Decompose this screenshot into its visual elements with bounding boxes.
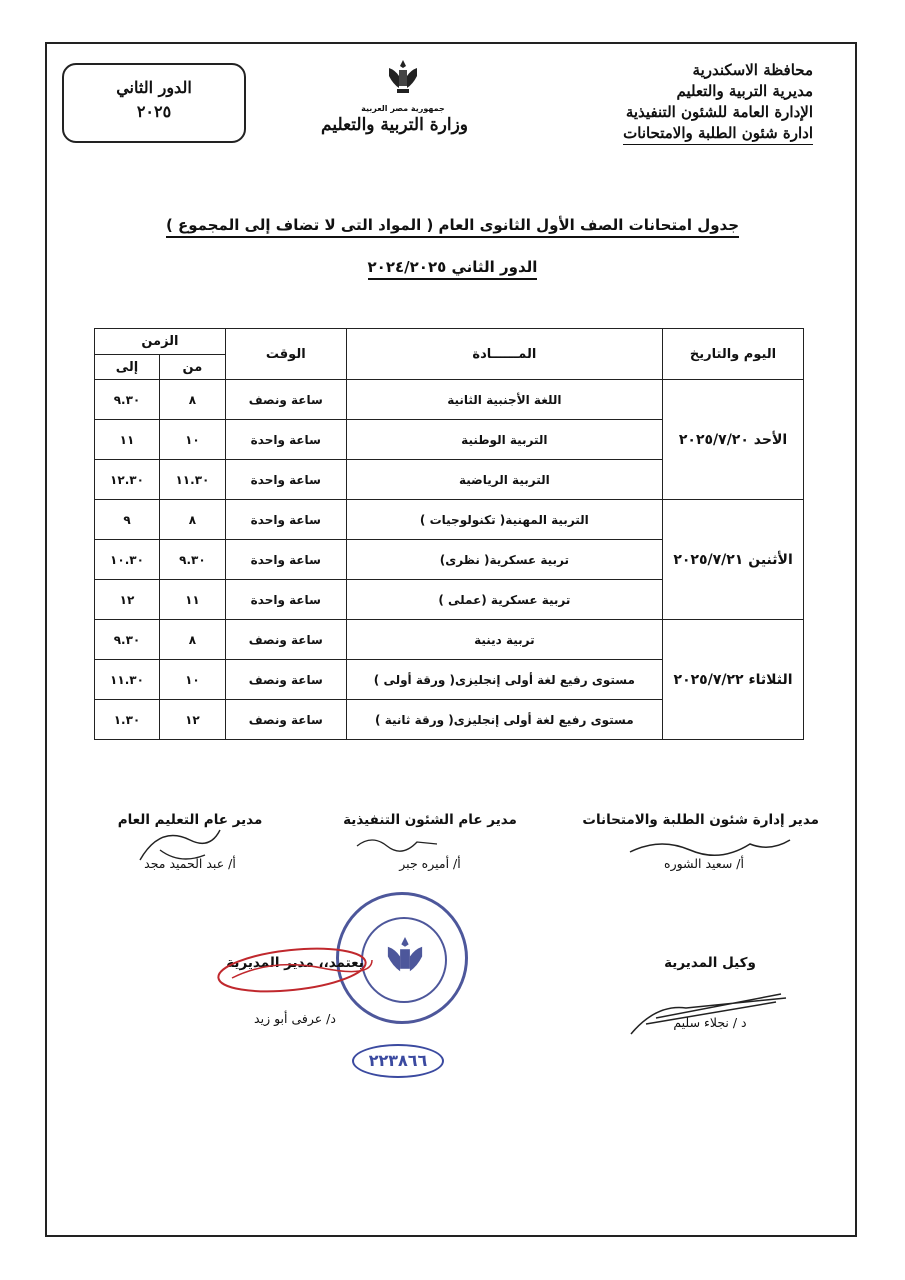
to-cell: ١.٣٠ [95, 700, 160, 740]
signature-scribble [120, 820, 230, 870]
from-cell: ٩.٣٠ [159, 540, 225, 580]
subject-cell: تربية عسكرية (عملى ) [346, 580, 662, 620]
signature-scribble [626, 984, 796, 1040]
time-cell: ساعة ونصف [225, 660, 346, 700]
to-cell: ٩.٣٠ [95, 620, 160, 660]
serial-stamp: ٢٢٣٨٦٦ [352, 1044, 444, 1078]
republic-label: جمهورية مصر العربية [361, 104, 445, 113]
subject-cell: تربية عسكرية( نظرى) [346, 540, 662, 580]
department-line: ادارة شئون الطلبة والامتحانات [623, 123, 813, 145]
from-cell: ١١.٣٠ [159, 460, 225, 500]
from-cell: ٨ [159, 620, 225, 660]
from-cell: ١٠ [159, 420, 225, 460]
header-from: من [159, 355, 225, 380]
subject-cell: مستوى رفيع لغة أولى إنجليزى( ورقة ثانية ) [346, 700, 662, 740]
signature-scribble [620, 832, 800, 868]
signatory-title: مدير عام التعليم العام [117, 812, 263, 828]
header-subject: المــــــادة [346, 329, 662, 380]
signatory-name: أ/ سعيد الشوره [664, 856, 744, 871]
from-cell: ١١ [159, 580, 225, 620]
governorate-line: محافظة الاسكندرية [692, 61, 813, 79]
subject-cell: اللغة الأجنبية الثانية [346, 380, 662, 420]
to-cell: ١٢ [95, 580, 160, 620]
general-admin-line: الإدارة العامة للشئون التنفيذية [625, 103, 813, 121]
round-label: الدور الثاني [116, 78, 192, 97]
red-signature-scribble [212, 938, 382, 1002]
issuer-header [573, 60, 813, 145]
subject-cell: مستوى رفيع لغة أولى إنجليزى( ورقة أولى ) [346, 660, 662, 700]
signatory-name: د / نجلاء سليم [673, 1015, 747, 1030]
day-cell: الأثنين ٢٠٢٥/٧/٢١ [663, 500, 804, 620]
signatory-name: أ/ أميره جبر [399, 856, 461, 871]
round-year: ٢٠٢٥ [136, 102, 172, 121]
to-cell: ١٢.٣٠ [95, 460, 160, 500]
time-cell: ساعة واحدة [225, 500, 346, 540]
table-row [95, 620, 804, 660]
ministry-calligraphy: وزارة التربية والتعليم [321, 115, 468, 135]
time-cell: ساعة ونصف [225, 620, 346, 660]
subject-cell: التربية المهنية( تكنولوجيات ) [346, 500, 662, 540]
subject-cell: التربية الرياضية [346, 460, 662, 500]
day-cell: الأحد ٢٠٢٥/٧/٢٠ [663, 380, 804, 500]
seal-eagle-icon [383, 933, 427, 985]
header-to: إلى [95, 355, 160, 380]
to-cell: ٩.٣٠ [95, 380, 160, 420]
to-cell: ١١ [95, 420, 160, 460]
to-cell: ١١.٣٠ [95, 660, 160, 700]
header-day: اليوم والتاريخ [663, 329, 804, 380]
to-cell: ٩ [95, 500, 160, 540]
subtitle-text: الدور الثاني ٢٠٢٤/٢٠٢٥ [368, 258, 538, 280]
ministry-emblem [321, 58, 468, 148]
table-row [95, 500, 804, 540]
day-cell: الثلاثاء ٢٠٢٥/٧/٢٢ [663, 620, 804, 740]
exam-round-box [62, 63, 246, 143]
from-cell: ٨ [159, 380, 225, 420]
signatory-name: أ/ عبد الحميد مجد [144, 856, 236, 871]
time-cell: ساعة واحدة [225, 420, 346, 460]
header-time: الوقت [225, 329, 346, 380]
from-cell: ١٠ [159, 660, 225, 700]
signatory-title: يعتمد،، مدير المديرية [226, 955, 364, 971]
from-cell: ٨ [159, 500, 225, 540]
subject-cell: تربية دينية [346, 620, 662, 660]
time-cell: ساعة واحدة [225, 580, 346, 620]
header-duration: الزمن [95, 329, 226, 355]
exam-schedule-table [94, 328, 804, 740]
time-cell: ساعة واحدة [225, 540, 346, 580]
signature-scribble [352, 832, 442, 854]
signatory-title: مدير عام الشئون التنفيذية [343, 812, 517, 828]
table-row [95, 380, 804, 420]
document-subtitle [0, 258, 905, 276]
signatory-title: مدير إدارة شئون الطلبة والامتحانات [582, 812, 819, 828]
directorate-line: مديرية التربية والتعليم [676, 82, 813, 100]
subject-cell: التربية الوطنية [346, 420, 662, 460]
signatory-title: وكيل المديرية [664, 955, 756, 971]
time-cell: ساعة ونصف [225, 380, 346, 420]
time-cell: ساعة ونصف [225, 700, 346, 740]
signatory-name: د/ عرفى أبو زيد [254, 1011, 336, 1026]
to-cell: ١٠.٣٠ [95, 540, 160, 580]
from-cell: ١٢ [159, 700, 225, 740]
title-text: جدول امتحانات الصف الأول الثانوى العام ( المواد التى لا تضاف إلى المجموع ) [166, 216, 739, 238]
document-title [0, 216, 905, 234]
time-cell: ساعة واحدة [225, 460, 346, 500]
eagle-icon [385, 58, 421, 98]
